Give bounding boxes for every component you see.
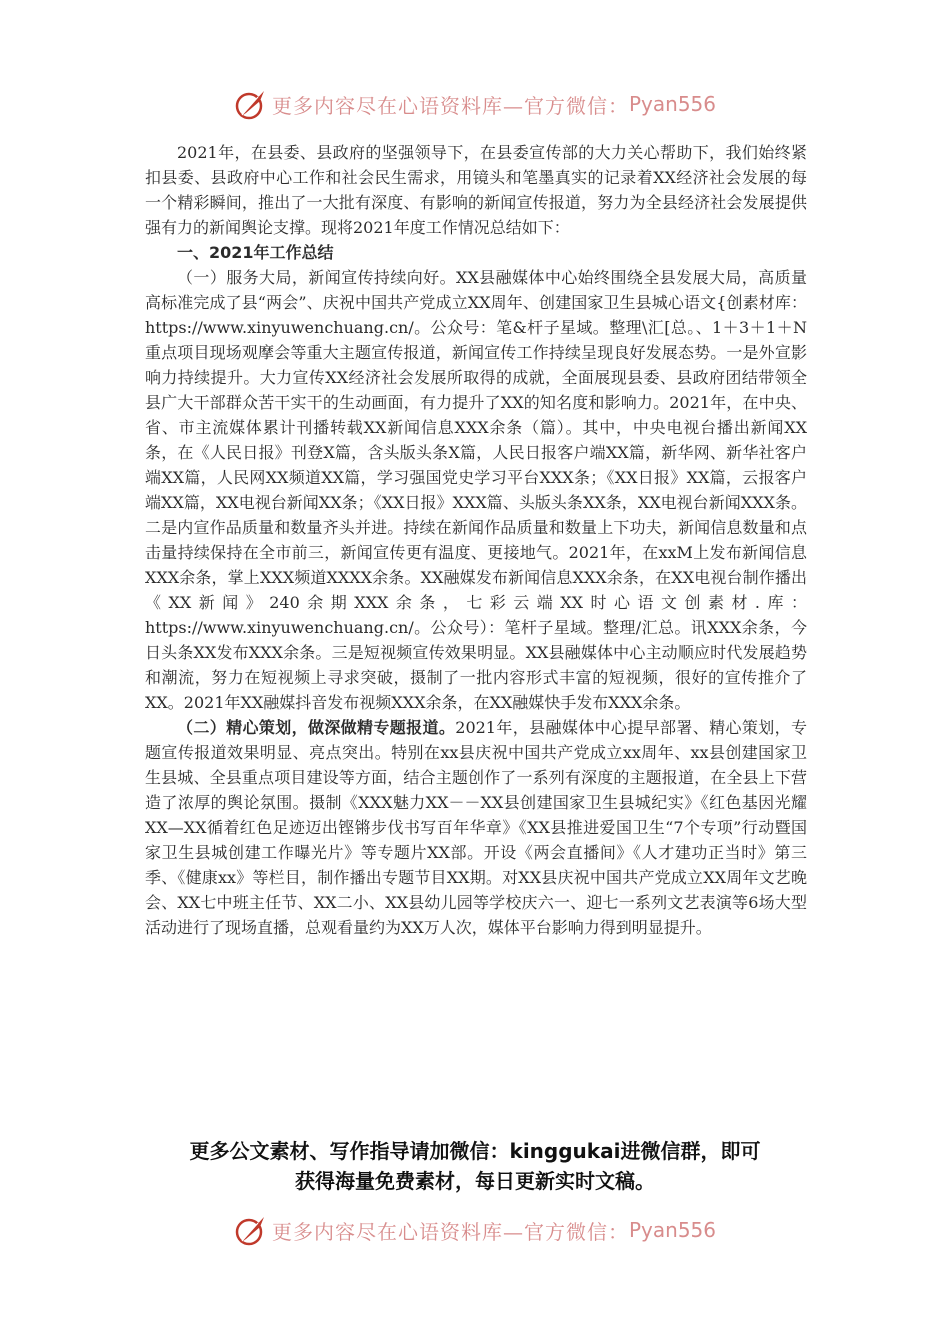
section1-paragraph: （一）服务大局，新闻宣传持续向好。XX县融媒体中心始终围绕全县发展大局，高质量高标准完成了县“两会”、庆祝中国共产党成立XX周年、创建国家卫生县城心语文{创素材库：https://www.xinyuwenchuang.cn/。公众号：笔&杆子星域。整理\汇[总。、1＋3＋1＋N重点项目现场观摩会等重大主题宣传报道，新闻宣传工作持续呈现良好发展态势。一是外宣影响力持续提升。大力宣传XX经济社会发展所取得的成就，全面展现县委、县政府团结带领全县广大干部群众苦干实干的生动画面，有力提升了XX的知名度和影响力。2021年，在中央、省、市主流媒体累计刊播转载XX新闻信息XXX余条（篇）。其中，中央电视台播出新闻XX条，在《人民日报》刊登X篇，含头版头条X篇，人民日报客户端XX篇，新华网、新华社客户端XX篇，人民网XX频道XX篇，学习强国党史学习平台XXX条；《XX日报》XX篇，云报客户端XX篇，XX电视台新闻XX条；《XX日报》XXX篇、头版头条XX条，XX电视台新闻XXX条。二是内宣作品质量和数量齐头并进。持续在新闻作品质量和数量上下功夫，新闻信息数量和点击量持续保持在全市前三，新闻宣传更有温度、更接地气。2021年，在xxM上发布新闻信息XXX余条，掌上XXX频道XXXX余条。XX融媒发布新闻信息XXX余条，在XX电视台制作播出《XX新闻》240余期XXX余条，七彩云端XX时心语文创素材.库：https://www.xinyuwenchuang.cn/。公众号）：笔杆子星域。整理/汇总。讯XXX余条，今日头条XX发布XXX余条。三是短视频宣传效果明显。XX县融媒体中心主动顺应时代发展趋势和潮流，努力在短视频上寻求突破，摄制了一批内容形式丰富的短视频，很好的宣传推介了XX。2021年XX融媒抖音发布视频XXX余条，在XX融媒快手发布XXX余条。 — [145, 268, 807, 712]
section-heading: 一、2021年工作总结 — [177, 243, 334, 262]
section2-body: 2021年，县融媒体中心提早部署、精心策划，专题宣传报道效果明显、亮点突出。特别在xx县庆祝中国共产党成立xx周年、xx县创建国家卫生县城、全县重点项目建设等方面，结合主题创作了一系列有深度的主题报道，在全县上下营造了浓厚的舆论氛围。摄制《XXX魅力XX－－XX县创建国家卫生县城纪实》《红色基因光耀XX—XX循着红色足迹迈出铿锵步伐书写百年华章》《XX县推进爱国卫生“7个专项”行动暨国家卫生县城创建工作曝光片》等专题片XX部。开设《两会直播间》《人才建功正当时》第三季、《健康xx》等栏目，制作播出专题节目XX期。对XX县庆祝中国共产党成立XX周年文艺晚会、XX七中班主任节、XX二小、XX县幼儿园等学校庆六一、迎七一系列文艺表演等6场大型活动进行了现场直播，总观看量约为XX万人次，媒体平台影响力得到明显提升。 — [145, 718, 807, 937]
section2-title: （二）精心策划，做深做精专题报道。 — [177, 718, 456, 737]
banner-text: 更多内容尽在心语资料库—官方微信： — [271, 1219, 629, 1244]
promo-line-2: 获得海量免费素材，每日更新实时文稿。 — [295, 1169, 655, 1193]
banner-text: 更多内容尽在心语资料库—官方微信： — [271, 93, 629, 118]
quill-logo-icon — [234, 1213, 268, 1247]
banner-wechat-id: Pyan556 — [628, 92, 716, 116]
quill-logo-icon — [234, 87, 268, 121]
promo-notice — [100, 1136, 850, 1196]
section2-paragraph — [145, 715, 807, 940]
footer-banner — [0, 1210, 950, 1250]
header-banner — [0, 84, 950, 124]
document-body — [145, 140, 807, 940]
promo-line-1: 更多公文素材、写作指导请加微信：kinggukai进微信群，即可 — [189, 1139, 761, 1163]
intro-paragraph: 2021年，在县委、县政府的坚强领导下，在县委宣传部的大力关心帮助下，我们始终紧扣县委、县政府中心工作和社会民生需求，用镜头和笔墨真实的记录着XX经济社会发展的每一个精彩瞬间，推出了一大批有深度、有影响的新闻宣传报道，努力为全县经济社会发展提供强有力的新闻舆论支撑。现将2021年度工作情况总结如下： — [145, 143, 807, 237]
banner-wechat-id: Pyan556 — [628, 1218, 716, 1242]
